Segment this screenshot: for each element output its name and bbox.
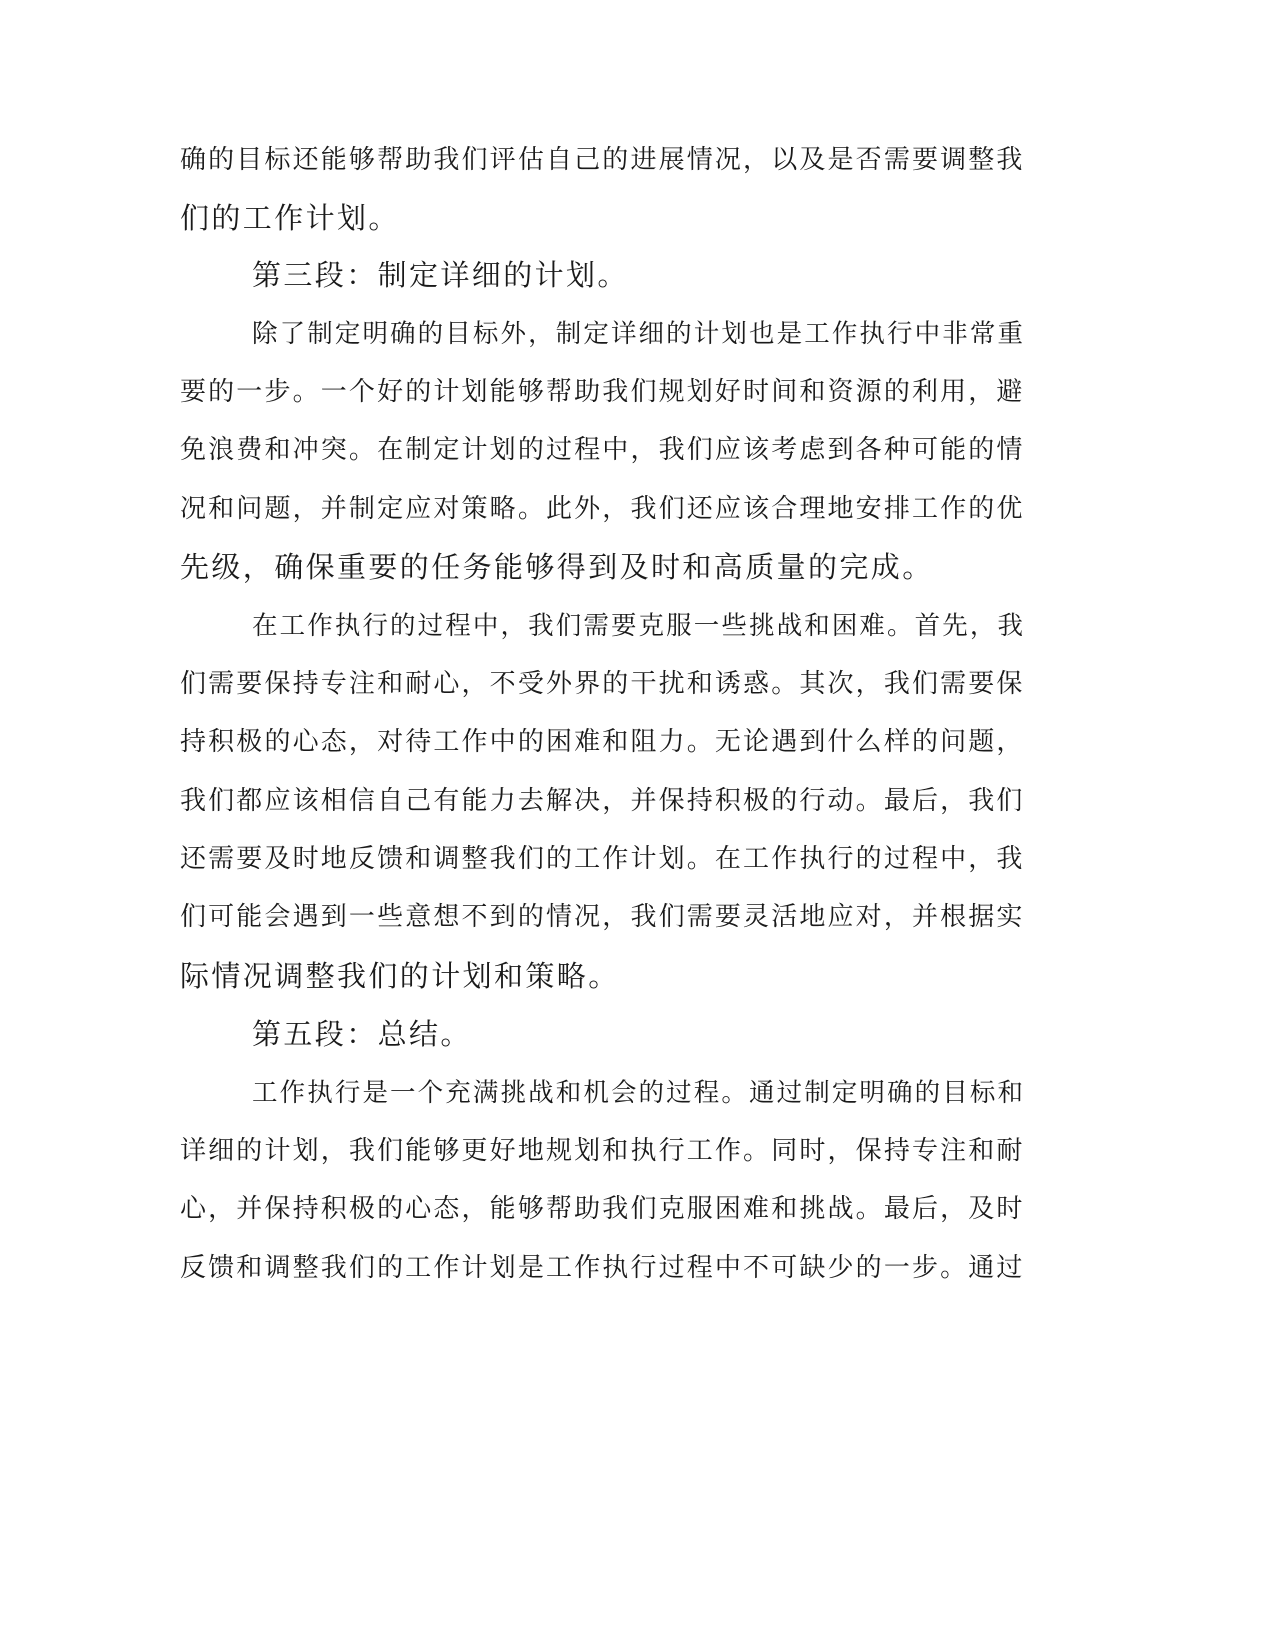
text-line: 持积极的心态，对待工作中的困难和阻力。无论遇到什么样的问题，: [180, 727, 1025, 757]
text-line: 反馈和调整我们的工作计划是工作执行过程中不可缺少的一步。通过: [180, 1253, 1025, 1283]
text-line: 还需要及时地反馈和调整我们的工作计划。在工作执行的过程中，我: [180, 844, 1025, 874]
text-line: 工作执行是一个充满挑战和机会的过程。通过制定明确的目标和: [252, 1078, 1026, 1108]
text-line: 免浪费和冲突。在制定计划的过程中，我们应该考虑到各种可能的情: [180, 435, 1025, 465]
text-line: 际情况调整我们的计划和策略。: [180, 959, 620, 993]
text-line: 要的一步。一个好的计划能够帮助我们规划好时间和资源的利用，避: [180, 377, 1025, 407]
text-line: 们的工作计划。: [180, 201, 400, 235]
text-line: 详细的计划，我们能够更好地规划和执行工作。同时，保持专注和耐: [180, 1136, 1025, 1166]
text-line: 况和问题，并制定应对策略。此外，我们还应该合理地安排工作的优: [180, 494, 1025, 524]
section-heading: 第五段：总结。: [252, 1017, 472, 1051]
text-line: 们需要保持专注和耐心，不受外界的干扰和诱惑。其次，我们需要保: [180, 669, 1025, 699]
text-line: 在工作执行的过程中，我们需要克服一些挑战和困难。首先，我: [252, 611, 1026, 641]
text-line: 除了制定明确的目标外，制定详细的计划也是工作执行中非常重: [252, 319, 1026, 349]
text-line: 心，并保持积极的心态，能够帮助我们克服困难和挑战。最后，及时: [180, 1194, 1025, 1224]
text-line: 先级，确保重要的任务能够得到及时和高质量的完成。: [180, 550, 934, 584]
text-line: 们可能会遇到一些意想不到的情况，我们需要灵活地应对，并根据实: [180, 902, 1025, 932]
section-heading: 第三段：制定详细的计划。: [252, 258, 629, 292]
text-line: 确的目标还能够帮助我们评估自己的进展情况，以及是否需要调整我: [180, 145, 1025, 175]
text-line: 我们都应该相信自己有能力去解决，并保持积极的行动。最后，我们: [180, 786, 1025, 816]
